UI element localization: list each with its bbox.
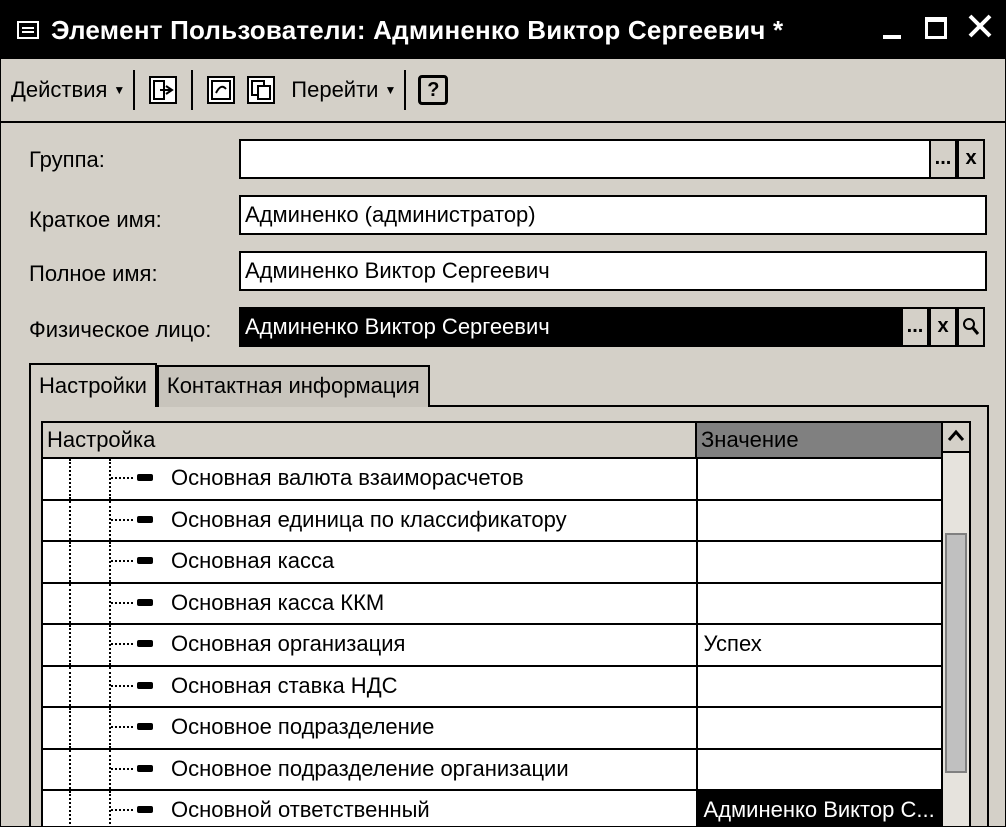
chevron-down-icon: ▼ — [113, 83, 126, 97]
item-marker-icon — [137, 599, 153, 606]
tree-line — [111, 477, 133, 479]
table-row[interactable] — [43, 708, 941, 750]
tree-line — [111, 519, 133, 521]
column-header-value[interactable]: Значение — [697, 423, 941, 457]
value-cell[interactable] — [698, 667, 941, 707]
value-cell[interactable]: Успех — [703, 631, 762, 656]
value-cell[interactable] — [698, 584, 941, 624]
tree-line — [69, 667, 71, 707]
group-field[interactable] — [239, 139, 931, 179]
tree-line — [69, 708, 71, 748]
actions-menu[interactable] — [11, 77, 125, 103]
vertical-scrollbar[interactable] — [943, 421, 971, 827]
short-name-label: Краткое имя: — [29, 207, 162, 232]
setting-cell[interactable] — [43, 501, 698, 541]
tree-line — [111, 726, 133, 728]
table-row[interactable] — [43, 750, 941, 792]
setting-cell[interactable] — [43, 542, 698, 582]
setting-cell[interactable] — [43, 791, 698, 827]
value-cell[interactable] — [698, 708, 941, 748]
item-marker-icon — [137, 516, 153, 523]
copy-icon[interactable] — [247, 76, 275, 104]
close-button[interactable] — [965, 13, 995, 43]
group-clear-button[interactable]: x — [957, 139, 985, 179]
person-open-button[interactable] — [957, 307, 985, 347]
value-cell[interactable] — [698, 542, 941, 582]
refresh-icon[interactable] — [207, 76, 235, 104]
minimize-button[interactable] — [877, 13, 907, 43]
tree-line — [69, 501, 71, 541]
tree-line — [69, 459, 71, 499]
setting-name: Основная организация — [171, 631, 406, 656]
setting-cell[interactable] — [43, 750, 698, 790]
group-select-button[interactable]: ... — [929, 139, 957, 179]
maximize-button[interactable] — [921, 13, 951, 43]
goto-menu[interactable] — [291, 77, 396, 103]
toolbar — [1, 59, 1005, 123]
item-marker-icon — [137, 723, 153, 730]
tree-line — [111, 768, 133, 770]
setting-cell[interactable] — [43, 584, 698, 624]
setting-name: Основная единица по классификатору — [171, 506, 567, 532]
window-controls — [877, 13, 995, 43]
tree-line — [69, 750, 71, 790]
table-row[interactable] — [43, 667, 941, 709]
tree-line — [69, 625, 71, 665]
value-cell[interactable] — [698, 459, 941, 499]
tree-line — [69, 791, 71, 827]
value-cell[interactable] — [698, 750, 941, 790]
tab-bar — [29, 365, 430, 407]
setting-name: Основное подразделение — [171, 714, 435, 739]
tab-contact-info[interactable]: Контактная информация — [157, 365, 430, 407]
setting-cell[interactable] — [43, 667, 698, 707]
actions-menu-label: Действия — [11, 77, 108, 102]
column-header-setting[interactable]: Настройка — [43, 423, 697, 457]
tree-line — [69, 584, 71, 624]
setting-cell[interactable] — [43, 459, 698, 499]
group-label: Группа: — [29, 147, 105, 172]
setting-cell[interactable] — [43, 708, 698, 748]
tree-line — [111, 560, 133, 562]
table-body — [43, 459, 941, 827]
setting-name: Основная касса ККМ — [171, 589, 385, 615]
value-cell[interactable] — [698, 501, 941, 541]
tree-line — [69, 542, 71, 582]
item-marker-icon — [137, 765, 153, 772]
item-marker-icon — [137, 474, 153, 481]
setting-name: Основная валюта взаиморасчетов — [171, 465, 524, 490]
setting-name: Основная касса — [171, 548, 335, 573]
chevron-down-icon: ▼ — [384, 83, 397, 97]
item-marker-icon — [137, 640, 153, 647]
item-marker-icon — [137, 557, 153, 564]
full-name-label: Полное имя: — [29, 261, 158, 286]
person-label: Физическое лицо: — [29, 317, 212, 342]
person-clear-button[interactable]: x — [929, 307, 957, 347]
window-title: Элемент Пользователи: Админенко Виктор Сергеевич * — [51, 14, 784, 45]
form-icon — [17, 21, 39, 39]
toolbar-separator — [191, 70, 193, 110]
toolbar-separator — [133, 70, 135, 110]
setting-cell[interactable] — [43, 625, 698, 665]
table-row[interactable] — [43, 542, 941, 584]
item-marker-icon — [137, 682, 153, 689]
table-row[interactable] — [43, 501, 941, 543]
settings-table — [41, 421, 943, 827]
setting-name: Основное подразделение организации — [171, 755, 569, 781]
goto-menu-label: Перейти — [291, 77, 379, 102]
title-bar[interactable] — [1, 1, 1005, 59]
item-marker-icon — [137, 806, 153, 813]
chevron-up-icon — [946, 426, 966, 446]
scroll-thumb[interactable] — [945, 533, 967, 773]
setting-name: Основной ответственный — [171, 797, 430, 822]
table-row[interactable] — [43, 625, 941, 667]
help-button[interactable] — [418, 75, 448, 105]
setting-name: Основная ставка НДС — [171, 672, 398, 698]
scroll-up-button[interactable] — [943, 423, 969, 453]
tree-line — [111, 685, 133, 687]
tree-line — [111, 809, 133, 811]
table-header — [43, 423, 941, 459]
help-icon: ? — [427, 78, 440, 101]
person-select-button[interactable]: ... — [901, 307, 929, 347]
tree-line — [111, 602, 133, 604]
table-row[interactable] — [43, 584, 941, 626]
full-name-field[interactable]: Админенко Виктор Сергеевич — [239, 251, 987, 291]
table-row[interactable] — [43, 459, 941, 501]
tab-settings[interactable]: Настройки — [29, 363, 157, 407]
value-cell[interactable]: Админенко Виктор С... — [698, 791, 941, 827]
magnifier-icon — [962, 317, 980, 337]
tree-line — [111, 643, 133, 645]
close-icon — [967, 13, 993, 39]
person-field[interactable]: Админенко Виктор Сергеевич — [239, 307, 903, 347]
short-name-field[interactable]: Админенко (администратор) — [239, 195, 987, 235]
toolbar-separator — [404, 70, 406, 110]
table-row[interactable] — [43, 791, 941, 827]
save-and-close-icon[interactable] — [149, 76, 177, 104]
